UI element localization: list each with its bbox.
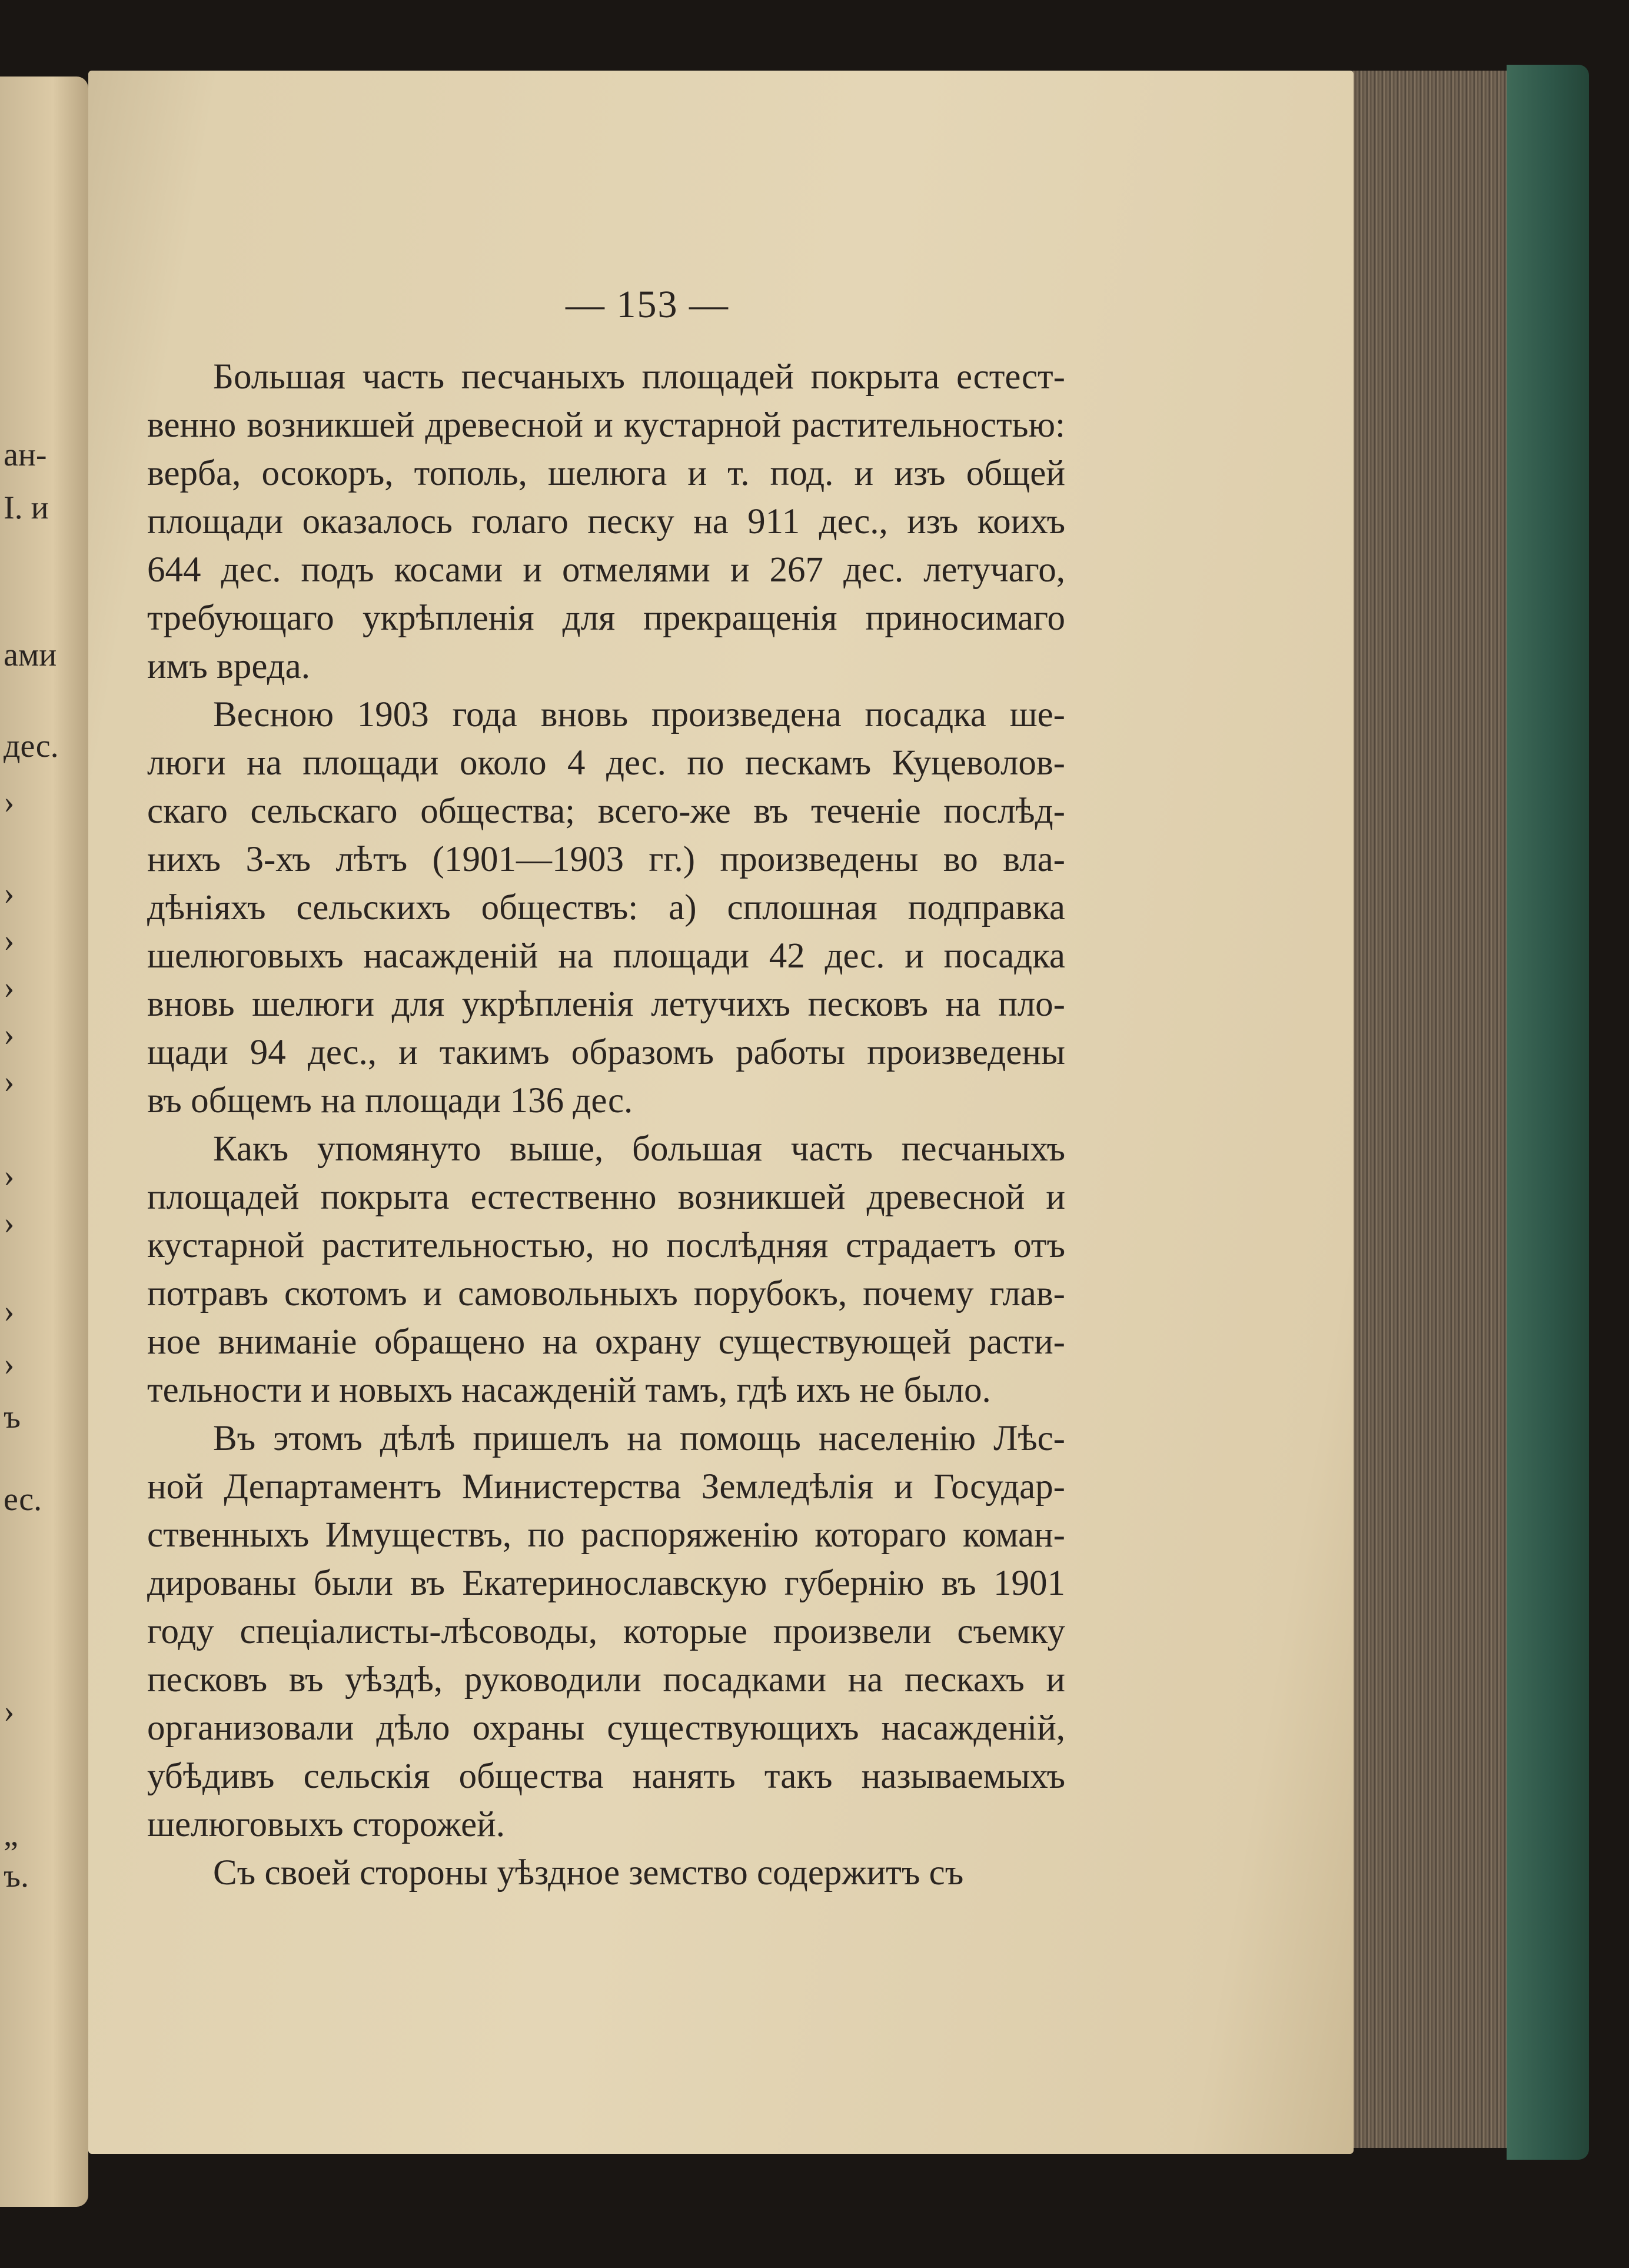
previous-page-fragment: І. и <box>4 490 49 526</box>
text-line: кустарной растительностью, но послѣдняя страдаетъ отъ <box>147 1226 1065 1265</box>
previous-page-fragment: › <box>4 1293 15 1329</box>
text-line: площадей покрыта естественно возникшей древесной и <box>147 1178 1065 1217</box>
text-line: люги на площади около 4 дес. по пескамъ Куцеволов- <box>147 743 1065 783</box>
text-line: песковъ въ уѣздѣ, руководили посадками на пескахъ и <box>147 1660 1065 1700</box>
text-line: нихъ 3-хъ лѣтъ (1901—1903 гг.) произведены во вла- <box>147 840 1065 879</box>
text-line: верба, осокоръ, тополь, шелюга и т. под. и изъ общей <box>147 454 1065 493</box>
text-line: ственныхъ Имуществъ, по распоряженію котораго коман- <box>147 1515 1065 1555</box>
previous-page-fragment: ъ <box>4 1399 21 1435</box>
text-line: организовали дѣло охраны существующихъ насажденій, <box>147 1708 1065 1748</box>
book-page <box>88 71 1354 2154</box>
text-line: убѣдивъ сельскія общества нанять такъ называемыхъ <box>147 1757 1065 1796</box>
text-line: потравъ скотомъ и самовольныхъ порубокъ, почему глав- <box>147 1274 1065 1313</box>
text-line: щади 94 дес., и такимъ образомъ работы произведены <box>147 1033 1065 1072</box>
text-line: венно возникшей древесной и кустарной растительностью: <box>147 405 1065 445</box>
previous-page-fragment: › <box>4 784 15 820</box>
text-line: Большая часть песчаныхъ площадей покрыта естест- <box>213 357 1065 397</box>
page-number: — 153 — <box>566 283 729 326</box>
text-line: вновь шелюги для укрѣпленія летучихъ песковъ на пло- <box>147 985 1065 1024</box>
text-line: Весною 1903 года вновь произведена посадка ше- <box>213 695 1065 734</box>
previous-page-fragment: ами <box>4 637 57 673</box>
previous-page-fragment: ес. <box>4 1481 42 1518</box>
text-line: дѣніяхъ сельскихъ обществъ: а) сплошная подправка <box>147 888 1065 927</box>
text-line: Въ этомъ дѣлѣ пришелъ на помощь населенію Лѣс- <box>213 1419 1065 1458</box>
previous-page-fragment: › <box>4 1693 15 1730</box>
text-line: въ общемъ на площади 136 дес. <box>147 1081 633 1120</box>
previous-page-fragment: ъ. <box>4 1858 29 1894</box>
text-line: ное вниманіе обращено на охрану существующей расти- <box>147 1322 1065 1362</box>
text-line: дированы были въ Екатеринославскую губернію въ 1901 <box>147 1564 1065 1603</box>
text-line: Съ своей стороны уѣздное земство содержитъ съ <box>213 1853 964 1893</box>
text-line: ной Департаментъ Министерства Земледѣлія и Государ- <box>147 1467 1065 1507</box>
previous-page-edge <box>0 77 88 2207</box>
text-line: требующаго укрѣпленія для прекращенія приносимаго <box>147 598 1065 638</box>
previous-page-fragment: ан- <box>4 437 47 473</box>
text-line: тельности и новыхъ насажденій тамъ, гдѣ ихъ не было. <box>147 1371 991 1410</box>
text-line: году спеціалисты-лѣсоводы, которые произвели съемку <box>147 1612 1065 1651</box>
text-line: шелюговыхъ сторожей. <box>147 1805 506 1844</box>
text-line: Какъ упомянуто выше, большая часть песчаныхъ <box>213 1129 1065 1169</box>
page-body <box>147 353 1065 1897</box>
previous-page-fragment: › <box>4 922 15 959</box>
text-line: шелюговыхъ насажденій на площади 42 дес. и посадка <box>147 936 1065 976</box>
book-cover <box>1507 65 1589 2160</box>
previous-page-fragment: › <box>4 1205 15 1241</box>
text-line: имъ вреда. <box>147 647 310 686</box>
previous-page-fragment: дес. <box>4 728 59 764</box>
text-line: скаго сельскаго общества; всего-же въ теченіе послѣд- <box>147 792 1065 831</box>
previous-page-fragment: › <box>4 1158 15 1194</box>
previous-page-fragment: › <box>4 1063 15 1100</box>
previous-page-fragment: › <box>4 1016 15 1053</box>
text-line: 644 дес. подъ косами и отмелями и 267 дес. летучаго, <box>147 550 1065 590</box>
text-line: площади оказалось голаго песку на 911 дес., изъ коихъ <box>147 502 1065 541</box>
previous-page-fragment: „ <box>4 1817 18 1853</box>
previous-page-fragment: › <box>4 875 15 912</box>
previous-page-fragment: › <box>4 969 15 1006</box>
previous-page-fragment: › <box>4 1346 15 1382</box>
